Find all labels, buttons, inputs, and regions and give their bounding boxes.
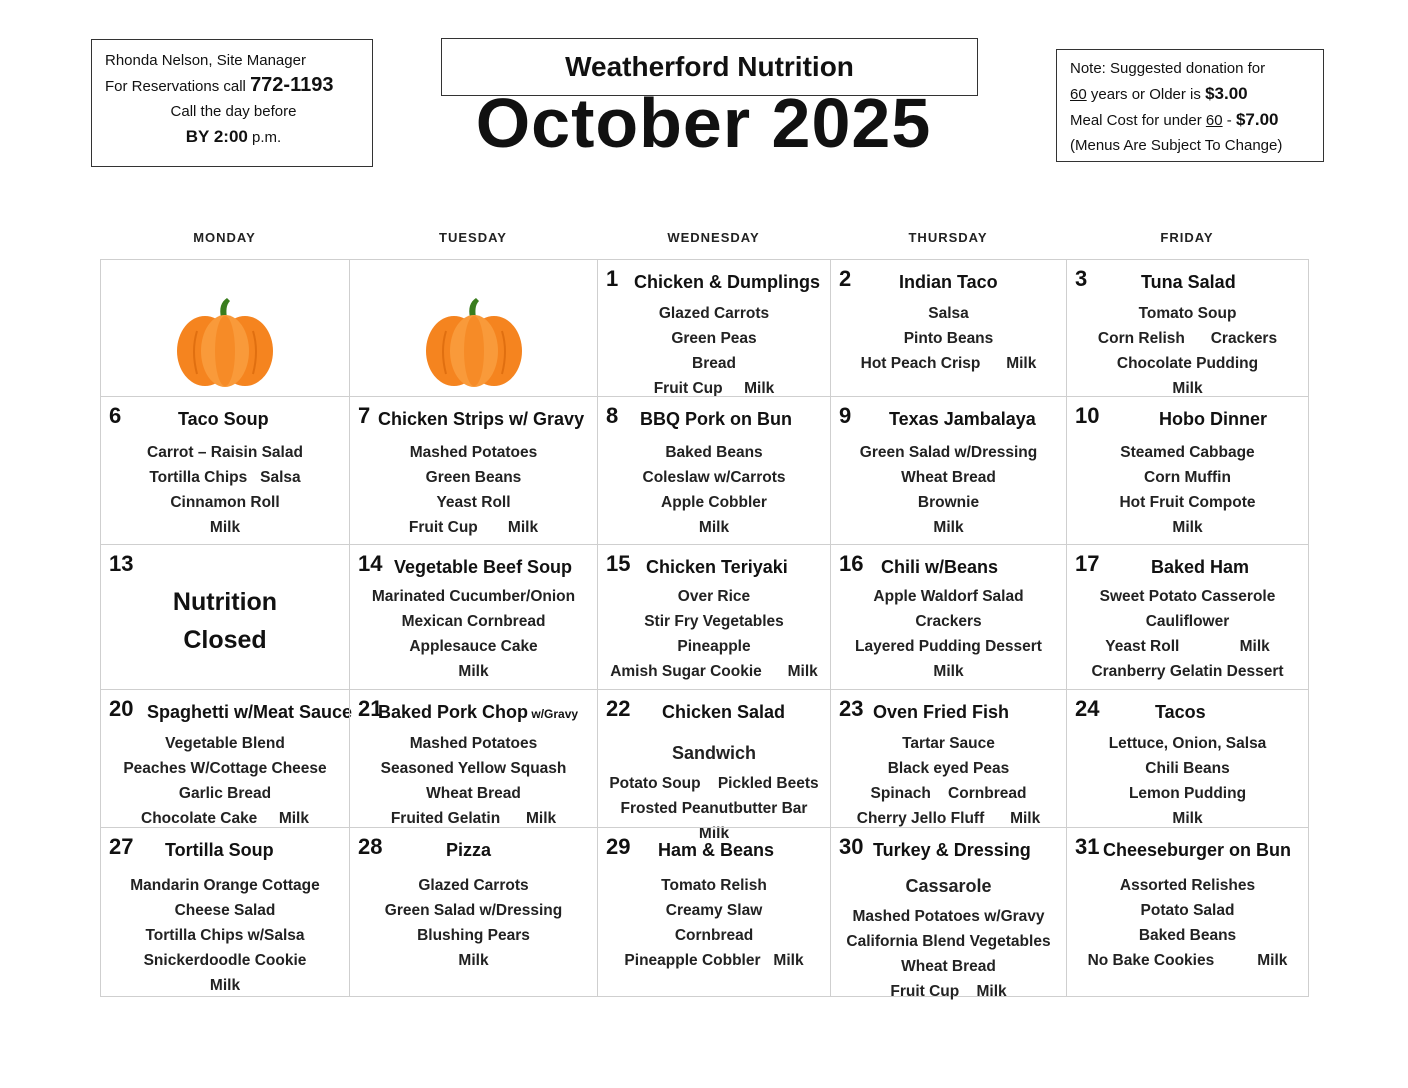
- day-cell: [597, 827, 831, 997]
- menu-item: Carrot – Raisin Salad: [147, 444, 303, 461]
- closed-notice: [101, 583, 349, 659]
- menu-item: Salsa: [928, 305, 969, 322]
- meal-title: [446, 838, 491, 862]
- menu-item: Chocolate Cake Milk: [141, 810, 309, 827]
- note-line-3-pre: Meal Cost for under: [1070, 112, 1206, 129]
- meal-title: [147, 700, 352, 724]
- day-number: 17: [1075, 551, 1100, 576]
- menu-items: [598, 873, 830, 973]
- meal-title-line-2: Cassarole: [905, 876, 992, 896]
- day-cell: [100, 827, 350, 997]
- day-number: 31: [1075, 834, 1100, 859]
- menu-item: Green Peas: [671, 330, 757, 347]
- meal-title: [662, 700, 785, 724]
- menu-item: Layered Pudding Dessert: [855, 638, 1042, 655]
- menu-item: Milk: [209, 977, 241, 994]
- menu-item: Tomato Soup: [1138, 305, 1237, 322]
- menu-item: Steamed Cabbage: [1120, 444, 1255, 461]
- pumpkin-icon: [424, 296, 524, 388]
- meal-title-text: Chicken Strips w/ Gravy: [378, 409, 585, 429]
- menu-item: Milk: [1172, 519, 1203, 536]
- day-cell: [1066, 544, 1309, 690]
- reservations-prefix: For Reservations call: [105, 78, 251, 95]
- menu-items: [1067, 301, 1308, 401]
- note-line-3: [1070, 107, 1323, 133]
- meal-title: [1103, 838, 1291, 862]
- day-number: 13: [109, 551, 134, 576]
- note-line-3-mid: -: [1222, 112, 1236, 129]
- note-line-4: (Menus Are Subject To Change): [1070, 137, 1283, 154]
- day-number: 6: [109, 403, 122, 428]
- menu-item: Peaches W/Cottage Cheese: [123, 760, 327, 777]
- meal-title-text: Tacos: [1155, 702, 1206, 722]
- menu-item: Hot Fruit Compote: [1119, 494, 1256, 511]
- meal-title: [881, 555, 998, 579]
- menu-item: Baked Beans: [1138, 927, 1237, 944]
- meal-title-text: Baked Pork Chop: [378, 702, 529, 722]
- menu-item: Apple Cobbler: [661, 494, 767, 511]
- meal-title: [658, 838, 774, 862]
- meal-title: [873, 700, 1009, 724]
- pumpkin-icon: [175, 296, 275, 388]
- day-header-thursday: THURSDAY: [908, 230, 988, 245]
- day-cell: [349, 689, 598, 828]
- menu-item: Green Salad w/Dressing: [859, 444, 1038, 461]
- day-number: 29: [606, 834, 631, 859]
- meal-title: [646, 555, 788, 579]
- meal-title-text: Chili w/Beans: [881, 557, 999, 577]
- menu-item: Tomato Relish: [661, 877, 767, 894]
- day-cell: [830, 827, 1067, 1000]
- menu-items: [350, 440, 597, 540]
- menu-item: Milk: [933, 519, 964, 536]
- menu-item: Fruit Cup Milk: [653, 380, 775, 397]
- menu-item: Milk: [933, 663, 964, 680]
- menu-item: Milk: [698, 519, 730, 536]
- day-number: 7: [358, 403, 371, 428]
- menu-items: [101, 873, 349, 998]
- day-cell: [349, 827, 598, 997]
- note-age-1: 60: [1070, 86, 1087, 103]
- meal-title-text: Baked Ham: [1151, 557, 1250, 577]
- day-cell: [349, 544, 598, 690]
- menu-item: Milk: [458, 952, 489, 969]
- menu-item: Milk: [1172, 380, 1203, 397]
- menu-item: Frosted Peanutbutter Bar: [620, 800, 808, 817]
- meal-title-text: Cheeseburger on Bun: [1103, 840, 1292, 860]
- day-cell: [1066, 259, 1309, 397]
- menu-item: Wheat Bread: [901, 958, 996, 975]
- meal-title-text: Vegetable Beef Soup: [394, 557, 573, 577]
- meal-title-text: Spaghetti w/Meat Sauce: [147, 702, 353, 722]
- menu-item: Corn Muffin: [1144, 469, 1231, 486]
- menu-item: Milk: [458, 663, 489, 680]
- closed-line: Nutrition: [172, 588, 278, 616]
- menu-item: Tortilla Chips w/Salsa: [145, 927, 305, 944]
- menu-item: Potato Soup Pickled Beets: [609, 775, 819, 792]
- menu-item: Fruit Cup Milk: [890, 983, 1007, 1000]
- day-cell: [830, 396, 1067, 545]
- day-cell: [830, 544, 1067, 690]
- note-line-2: [1070, 81, 1323, 107]
- menu-item: Blushing Pears: [417, 927, 530, 944]
- menu-item: Corn Relish Crackers: [1097, 330, 1278, 347]
- menu-item: Amish Sugar Cookie Milk: [610, 663, 818, 680]
- day-number: 9: [839, 403, 852, 428]
- menu-item: Cranberry Gelatin Dessert: [1091, 663, 1284, 680]
- menu-items: [101, 731, 349, 831]
- menu-item: Cherry Jello Fluff Milk: [856, 810, 1041, 827]
- day-number: 24: [1075, 696, 1100, 721]
- meal-title: [640, 407, 792, 431]
- menu-items: [598, 584, 830, 684]
- menu-items: [1067, 584, 1308, 684]
- menu-item: Brownie: [917, 494, 980, 511]
- donation-note-box: [1056, 49, 1324, 162]
- menu-item: Cornbread: [674, 927, 754, 944]
- call-note: Call the day before: [170, 103, 297, 120]
- meal-title-text: Chicken Teriyaki: [646, 557, 788, 577]
- menu-item: Wheat Bread: [426, 785, 521, 802]
- menu-item: Mexican Cornbread: [401, 613, 546, 630]
- menu-item: Fruit Cup Milk: [408, 519, 539, 536]
- day-number: 2: [839, 266, 852, 291]
- menu-item: Tortilla Chips Salsa: [149, 469, 301, 486]
- closed-line: Closed: [183, 626, 267, 654]
- day-cell: [597, 259, 831, 397]
- day-cell: [349, 259, 598, 397]
- menu-item: Mashed Potatoes: [409, 735, 538, 752]
- menu-item: Wheat Bread: [901, 469, 996, 486]
- day-number: 16: [839, 551, 864, 576]
- deadline-time: 2:00: [213, 127, 248, 146]
- menu-items: [1067, 440, 1308, 540]
- meal-title-text: Chicken Salad: [662, 702, 786, 722]
- menu-items: [350, 584, 597, 684]
- menu-item: Cheese Salad: [174, 902, 276, 919]
- meal-title: [165, 838, 274, 862]
- day-header-friday: FRIDAY: [1160, 230, 1214, 245]
- menu-item: Glazed Carrots: [658, 305, 770, 322]
- menu-items: [831, 440, 1066, 540]
- meal-title: [1159, 407, 1267, 431]
- menu-item: Applesauce Cake: [409, 638, 538, 655]
- menu-items: [1067, 731, 1308, 831]
- menu-item: Garlic Bread: [178, 785, 272, 802]
- menu-item: Milk: [698, 825, 730, 842]
- day-number: 21: [358, 696, 383, 721]
- menu-item: Baked Beans: [665, 444, 763, 461]
- page-title: Weatherford Nutrition: [441, 38, 978, 96]
- meal-title-text: Turkey & Dressing: [873, 840, 1031, 860]
- menu-item: Potato Salad: [1140, 902, 1235, 919]
- menu-item: Mashed Potatoes w/Gravy: [852, 908, 1045, 925]
- menu-items: [598, 440, 830, 540]
- menu-item: Pineapple: [677, 638, 751, 655]
- day-number: 27: [109, 834, 134, 859]
- menu-item: Tartar Sauce: [902, 735, 995, 752]
- day-cell: [1066, 827, 1309, 997]
- menu-items: [350, 873, 597, 973]
- meal-title: [1151, 555, 1249, 579]
- menu-item: Over Rice: [677, 588, 751, 605]
- meal-title: [378, 407, 584, 431]
- day-number: 15: [606, 551, 631, 576]
- reservations-line: [105, 73, 362, 99]
- menu-item: Marinated Cucumber/Onion: [371, 588, 576, 605]
- meal-title-text: Taco Soup: [178, 409, 269, 429]
- meal-title: [873, 838, 1031, 862]
- day-number: 1: [606, 266, 619, 291]
- day-cell: [1066, 396, 1309, 545]
- menu-item: Crackers: [915, 613, 982, 630]
- deadline: [105, 124, 362, 150]
- menu-item: Seasoned Yellow Squash: [380, 760, 567, 777]
- meal-title-text: Pizza: [446, 840, 492, 860]
- menu-items: [831, 731, 1066, 831]
- menu-items: [831, 301, 1066, 376]
- day-number: 20: [109, 696, 134, 721]
- meal-title: [889, 407, 1036, 431]
- menu-item: Green Beans: [425, 469, 522, 486]
- menu-item: Cinnamon Roll: [170, 494, 280, 511]
- day-number: 3: [1075, 266, 1088, 291]
- day-number: 8: [606, 403, 619, 428]
- manager-info-box: [91, 39, 373, 167]
- day-cell: [597, 544, 831, 690]
- meal-title: [1141, 270, 1236, 294]
- day-cell: [597, 396, 831, 545]
- menu-item: Lettuce, Onion, Salsa: [1108, 735, 1267, 752]
- menu-item: Mashed Potatoes: [409, 444, 538, 461]
- note-line-1: Note: Suggested donation for: [1070, 60, 1266, 77]
- menu-items: [350, 731, 597, 831]
- day-header-tuesday: TUESDAY: [439, 230, 507, 245]
- menu-item: No Bake Cookies Milk: [1087, 952, 1288, 969]
- menu-item: Sweet Potato Casserole: [1099, 588, 1276, 605]
- manager-name: Rhonda Nelson, Site Manager: [105, 52, 306, 69]
- day-number: 30: [839, 834, 864, 859]
- menu-item: Apple Waldorf Salad: [873, 588, 1024, 605]
- meal-title-text: Hobo Dinner: [1159, 409, 1267, 429]
- menu-item: California Blend Vegetables: [846, 933, 1051, 950]
- menu-item: Lemon Pudding: [1128, 785, 1247, 802]
- reservations-phone: 772-1193: [250, 74, 334, 96]
- meal-title: [178, 407, 269, 431]
- menu-item: Vegetable Blend: [165, 735, 285, 752]
- menu-items: [831, 584, 1066, 684]
- menu-items: [598, 301, 830, 401]
- menu-item: Cauliflower: [1145, 613, 1230, 630]
- menu-item: Spinach Cornbread: [870, 785, 1027, 802]
- meal-title: [634, 270, 820, 294]
- menu-item: Black eyed Peas: [887, 760, 1010, 777]
- menu-item: Creamy Slaw: [665, 902, 763, 919]
- note-line-2-mid: years or Older is: [1086, 86, 1206, 103]
- meal-title-text: Oven Fried Fish: [873, 702, 1010, 722]
- menu-item: Snickerdoodle Cookie: [143, 952, 307, 969]
- menu-item: Fruited Gelatin Milk: [390, 810, 557, 827]
- meal-title-text: Tuna Salad: [1141, 272, 1236, 292]
- month-title: October 2025: [475, 84, 932, 162]
- meal-title-text: Ham & Beans: [658, 840, 775, 860]
- note-price-1: $3.00: [1205, 84, 1248, 103]
- day-number: 22: [606, 696, 631, 721]
- menu-items: [1067, 873, 1308, 973]
- menu-item: Green Salad w/Dressing: [384, 902, 563, 919]
- deadline-suffix: p.m.: [247, 129, 282, 146]
- menu-item: Stir Fry Vegetables: [644, 613, 784, 630]
- menu-item: Hot Peach Crisp Milk: [860, 355, 1037, 372]
- day-cell: [830, 689, 1067, 828]
- day-header-monday: MONDAY: [193, 230, 256, 245]
- deadline-prefix: BY: [185, 127, 214, 146]
- day-header-wednesday: WEDNESDAY: [667, 230, 760, 245]
- meal-title-text: Tortilla Soup: [165, 840, 274, 860]
- day-cell: [1066, 689, 1309, 828]
- menu-item: Assorted Relishes: [1119, 877, 1256, 894]
- menu-item: Chili Beans: [1145, 760, 1230, 777]
- meal-title-line-2: Sandwich: [671, 743, 756, 763]
- menu-items: [831, 904, 1066, 1004]
- day-cell: [349, 396, 598, 545]
- day-cell: [100, 544, 350, 690]
- meal-title-suffix: w/Gravy: [528, 707, 579, 721]
- meal-title-text: BBQ Pork on Bun: [640, 409, 792, 429]
- note-age-2: 60: [1205, 112, 1223, 129]
- day-cell: [100, 259, 350, 397]
- meal-title-text: Texas Jambalaya: [889, 409, 1036, 429]
- menu-item: Pinto Beans: [903, 330, 994, 347]
- meal-title-text: Chicken & Dumplings: [634, 272, 821, 292]
- day-cell: [100, 689, 353, 828]
- meal-title-text: Indian Taco: [899, 272, 998, 292]
- day-cell: [597, 689, 831, 842]
- menu-item: Glazed Carrots: [418, 877, 529, 894]
- day-cell: [100, 396, 350, 545]
- menu-item: Pineapple Cobbler Milk: [624, 952, 804, 969]
- meal-title: [394, 555, 572, 579]
- menu-item: Chocolate Pudding: [1116, 355, 1259, 372]
- day-number: 14: [358, 551, 383, 576]
- menu-item: Yeast Roll: [436, 494, 511, 511]
- menu-item: Mandarin Orange Cottage: [130, 877, 320, 894]
- menu-item: Bread: [692, 355, 736, 372]
- day-cell: [830, 259, 1067, 397]
- meal-title: [378, 700, 578, 726]
- meal-title: [899, 270, 998, 294]
- day-number: 23: [839, 696, 864, 721]
- menu-item: Yeast Roll Milk: [1105, 638, 1270, 655]
- note-price-2: $7.00: [1235, 110, 1279, 129]
- menu-item: Milk: [1172, 810, 1203, 827]
- day-number: 28: [358, 834, 383, 859]
- meal-title: [1155, 700, 1206, 724]
- menu-items: [101, 440, 349, 540]
- menu-item: Milk: [209, 519, 241, 536]
- day-number: 10: [1075, 403, 1100, 428]
- menu-item: Coleslaw w/Carrots: [642, 469, 786, 486]
